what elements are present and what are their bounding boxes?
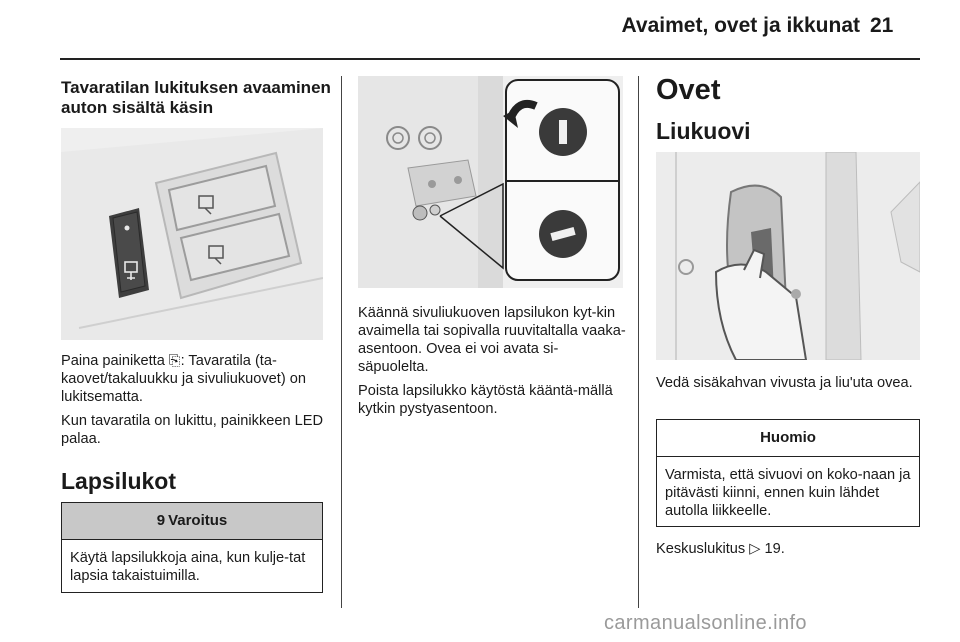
paragraph-disable-lock: Poista lapsilukko käytöstä kääntä-mällä kytkin pystyasentoon.: [358, 383, 613, 417]
header-rule: [60, 58, 920, 60]
warning-icon: 9: [156, 512, 166, 529]
section-heading-sliding-door: Liukuovi: [656, 118, 751, 144]
note-box: [656, 419, 920, 527]
paragraph-turn-switch: Käännä sivuliukuoven lapsilukon kyt-kin avaimella tai sopivalla ruuvitaltalla vaaka-asentoon. Ovea ei voi avata si-säpuolelta.: [358, 305, 626, 375]
warning-box: [61, 502, 323, 593]
warning-box-header: [62, 503, 322, 540]
section-heading-child-locks: Lapsilukot: [61, 468, 177, 494]
note-box-header: Huomio: [657, 420, 919, 457]
column-divider-right: [638, 76, 639, 608]
child-lock-vertical-slot-icon: [559, 120, 567, 144]
paragraph-press-button: Paina painiketta ⎘: Tavaratila (ta-kaovet/takaluukku ja sivuliukuovet) on lukitsematta.: [61, 353, 306, 405]
watermark: carmanualsonline.info: [604, 612, 807, 634]
paragraph-central-locking-ref: Keskuslukitus ▷ 19.: [656, 541, 785, 557]
column-divider-left: [341, 76, 342, 608]
warning-title: Varoitus: [168, 512, 228, 529]
led-indicator-icon: [125, 226, 130, 231]
figure-window-switch-panel: [61, 128, 323, 340]
paragraph-led: Kun tavaratila on lukittu, painikkeen LED palaa.: [61, 413, 324, 447]
section-heading-doors: Ovet: [656, 74, 721, 106]
figure-sliding-door-handle: [656, 152, 920, 360]
page-header-title: Avaimet, ovet ja ikkunat: [621, 14, 860, 37]
page-number: 21: [870, 14, 894, 37]
paragraph-pull-lever: Vedä sisäkahvan vivusta ja liu'uta ovea.: [656, 375, 913, 391]
section-heading-cargo-unlock: Tavaratilan lukituksen avaaminen auton sisältä käsin: [61, 78, 331, 117]
warning-text: Käytä lapsilukkoja aina, kun kulje-tat lapsia takaistuimilla.: [70, 550, 306, 584]
note-text: Varmista, että sivuovi on koko-naan ja pitävästi kiinni, ennen kuin lähdet autolla liikkeelle.: [665, 467, 911, 519]
figure-child-lock-switch: [358, 76, 623, 288]
